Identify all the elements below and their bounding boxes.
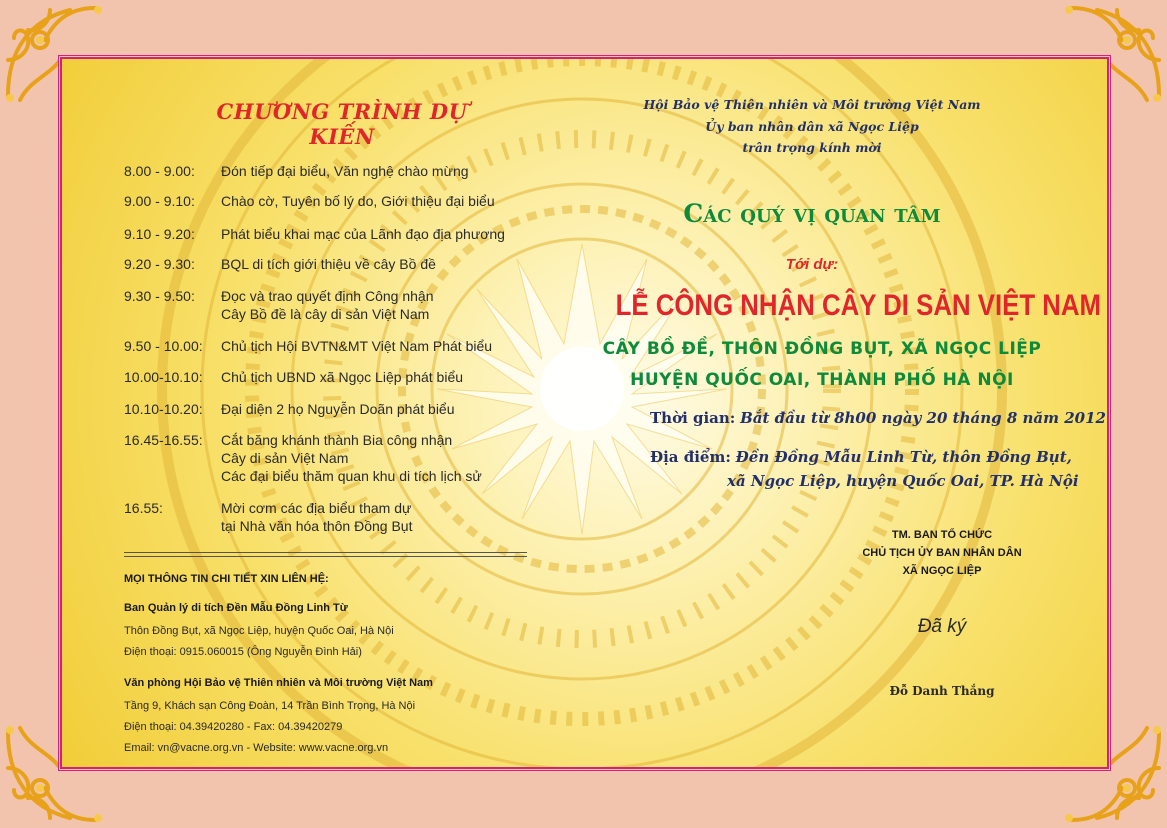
contact-org2-address: Tầng 9, Khách sạn Công Đoàn, 14 Trần Bình Trọng, Hà Nội (124, 700, 416, 712)
place-value: Đền Đồng Mẫu Linh Từ, thôn Đồng Bụt, (735, 448, 1072, 466)
contact-org1-address: Thôn Đồng Bụt, xã Ngọc Liệp, huyện Quốc Oai, Hà Nội (124, 625, 394, 637)
time-value: Bắt đầu từ 8h00 ngày 20 tháng 8 năm 2012 (740, 409, 1106, 427)
schedule-desc: BQL di tích giới thiệu về cây Bồ đề (221, 256, 436, 272)
contact-org2-name: Văn phòng Hội Bảo vệ Thiên nhiên và Môi trường Việt Nam (124, 677, 433, 689)
schedule-time: 16.55: (124, 500, 163, 516)
divider (124, 556, 527, 557)
place-value-2: xã Ngọc Liệp, huyện Quốc Oai, TP. Hà Nội (727, 472, 1079, 490)
invite-phrase: trân trọng kính mời (742, 140, 882, 155)
schedule-desc: Đại diện 2 họ Nguyễn Doãn phát biểu (221, 401, 455, 417)
contact-org1-phone: Điện thoại: 0915.060015 (Ông Nguyễn Đình Hải) (124, 646, 362, 658)
signature-org-2: CHỦ TỊCH ỦY BAN NHÂN DÂN (862, 547, 1022, 559)
schedule-desc: tại Nhà văn hóa thôn Đồng Bụt (221, 518, 413, 534)
place-label: Địa điểm: (650, 448, 731, 466)
schedule-desc: Chủ tịch Hội BVTN&MT Việt Nam Phát biểu (221, 338, 493, 354)
signature-org-3: XÃ NGỌC LIỆP (902, 565, 982, 577)
guests-heading: Các quý vị quan tâm (683, 199, 941, 228)
schedule-time: 8.00 - 9.00: (124, 163, 195, 179)
invitation-card (60, 57, 1109, 769)
ceremony-subtitle-2: HUYỆN QUỐC OAI, THÀNH PHỐ HÀ NỘI (630, 370, 1014, 390)
place-line-2 (727, 472, 1079, 490)
divider (124, 552, 527, 553)
schedule-time: 10.10-10.20: (124, 401, 203, 417)
ceremony-subtitle-1: CÂY BỒ ĐỀ, THÔN ĐỒNG BỤT, XÃ NGỌC LIỆP (602, 339, 1042, 359)
schedule-desc: Cây di sản Việt Nam (221, 450, 349, 466)
schedule-time: 9.10 - 9.20: (124, 226, 195, 242)
contact-heading: MỌI THÔNG TIN CHI TIẾT XIN LIÊN HỆ: (124, 573, 329, 585)
attend-label: Tới dự: (785, 256, 839, 273)
schedule-time: 16.45-16.55: (124, 432, 203, 448)
schedule-desc: Cắt băng khánh thành Bia công nhận (221, 432, 453, 448)
schedule-desc: Các đại biểu thăm quan khu di tích lịch sử (221, 468, 482, 484)
signature-org-1: TM. BAN TỔ CHỨC (891, 529, 993, 541)
schedule-time: 9.20 - 9.30: (124, 256, 195, 272)
schedule-desc: Chào cờ, Tuyên bố lý do, Giới thiệu đại biểu (221, 193, 495, 209)
schedule-desc: Chủ tịch UBND xã Ngọc Liệp phát biểu (221, 369, 464, 385)
schedule-time: 10.00-10.10: (124, 369, 203, 385)
ceremony-title: LỄ CÔNG NHẬN CÂY DI SẢN VIỆT NAM (615, 289, 1102, 322)
schedule-desc: Mời cơm các địa biểu tham dự (221, 500, 412, 516)
schedule-desc: Cây Bồ đề là cây di sản Việt Nam (221, 306, 430, 322)
signer-name: Đỗ Danh Thắng (889, 684, 995, 698)
contact-org2-web: Email: vn@vacne.org.vn - Website: www.vacne.org.vn (124, 742, 389, 754)
schedule-desc: Đón tiếp đại biểu, Văn nghệ chào mừng (221, 163, 469, 179)
contact-org1-name: Ban Quản lý di tích Đền Mẫu Đồng Linh Từ (124, 602, 348, 614)
signed-mark: Đã ký (917, 616, 967, 637)
schedule-time: 9.30 - 9.50: (124, 288, 195, 304)
schedule-time: 9.00 - 9.10: (124, 193, 195, 209)
schedule-title: CHƯƠNG TRÌNH DỰ KIẾN (216, 99, 468, 149)
schedule-time: 9.50 - 10.00: (124, 338, 203, 354)
time-label: Thời gian: (650, 409, 736, 427)
host-org-1: Hội Bảo vệ Thiên nhiên và Môi trường Việt Nam (643, 97, 981, 112)
schedule-desc: Phát biểu khai mạc của Lãnh đạo địa phương (221, 226, 505, 242)
place-line (650, 448, 1072, 466)
time-line (650, 409, 1106, 427)
host-org-2: Ủy ban nhân dân xã Ngọc Liệp (705, 119, 919, 134)
schedule-desc: Đọc và trao quyết định Công nhận (221, 288, 434, 304)
contact-org2-phone: Điện thoại: 04.39420280 - Fax: 04.39420279 (124, 721, 343, 733)
